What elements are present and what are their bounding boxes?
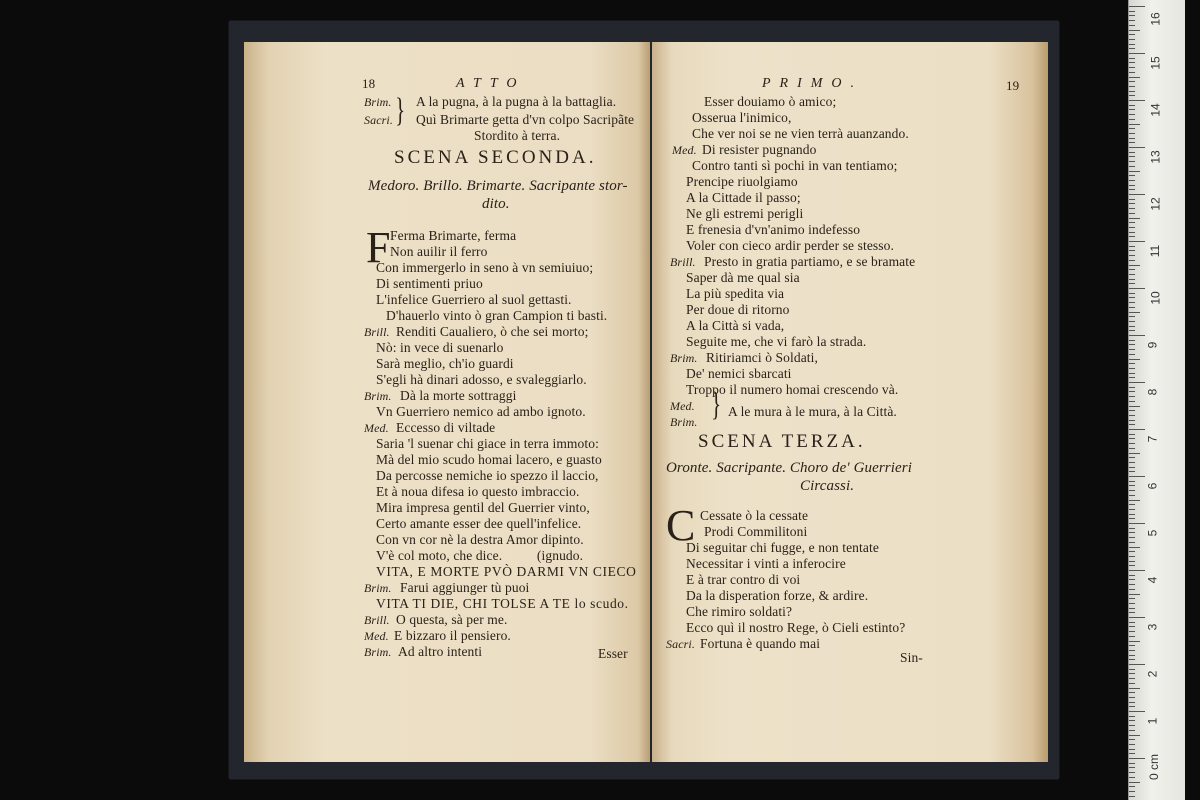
- scene-heading: SCENA TERZA.: [698, 431, 866, 452]
- ruler-tick: [1129, 767, 1135, 768]
- ruler-tick: [1129, 30, 1140, 31]
- ruler-number: 14: [1148, 103, 1163, 117]
- ruler-tick: [1129, 363, 1135, 364]
- speaker: Brim.: [670, 351, 698, 365]
- ruler-number: 13: [1148, 150, 1163, 164]
- ruler-tick: [1129, 523, 1145, 524]
- verse-line: Troppo il numero homai crescendo và.: [686, 382, 899, 397]
- right-page: [652, 42, 1048, 762]
- brace-glyph: }: [711, 386, 722, 423]
- ruler-tick: [1129, 777, 1135, 778]
- ruler-tick: [1129, 283, 1135, 284]
- ruler-tick: [1129, 222, 1135, 223]
- ruler-tick: [1129, 410, 1135, 411]
- ruler-tick: [1129, 20, 1135, 21]
- verse-line: Prodi Commilitoni: [704, 524, 808, 539]
- ruler-tick: [1129, 133, 1135, 134]
- ruler-tick: [1129, 476, 1145, 477]
- speaker: Med.: [364, 421, 389, 435]
- motto-line: VITA, E MORTE PVÒ DARMI VN CIECO: [376, 564, 637, 579]
- ruler-tick: [1129, 791, 1135, 792]
- ruler-tick: [1129, 467, 1135, 468]
- ruler-tick: [1129, 302, 1135, 303]
- ruler-tick: [1129, 368, 1135, 369]
- ruler-tick: [1129, 67, 1135, 68]
- ruler-number: 2: [1145, 670, 1160, 678]
- ruler-tick: [1129, 579, 1135, 580]
- ruler-tick: [1129, 147, 1145, 148]
- ruler-tick: [1129, 500, 1140, 501]
- ruler-number: 10: [1148, 291, 1163, 305]
- ruler-number: 7: [1145, 435, 1160, 443]
- ruler-tick: [1129, 232, 1135, 233]
- ruler-tick: [1129, 105, 1135, 106]
- verse-line: Esser douiamo ò amico;: [704, 94, 837, 109]
- speaker: Sacri.: [666, 637, 695, 651]
- verse-line: A la Città si vada,: [686, 318, 785, 333]
- verse-line: Cessate ò la cessate: [700, 508, 809, 523]
- ruler-tick: [1129, 617, 1145, 618]
- ruler-tick: [1129, 485, 1135, 486]
- ruler-tick: [1129, 269, 1135, 270]
- ruler-tick: [1129, 81, 1135, 82]
- ruler-tick: [1129, 156, 1135, 157]
- ruler-tick: [1129, 250, 1135, 251]
- ruler-tick: [1129, 335, 1145, 336]
- ruler-tick: [1129, 321, 1135, 322]
- ruler-tick: [1129, 194, 1145, 195]
- verse-line: Di seguitar chi fugge, e non tentate: [686, 540, 879, 555]
- ruler-tick: [1129, 241, 1145, 242]
- ruler-tick: [1129, 420, 1135, 421]
- ruler-number: 15: [1148, 56, 1163, 70]
- verse-line: Nò: in vece di suenarlo: [376, 340, 504, 355]
- ruler-tick: [1129, 227, 1135, 228]
- ruler-tick: [1129, 401, 1135, 402]
- verse-line: D'hauerlo vinto ò gran Campion ti basti.: [386, 308, 608, 323]
- speaker: Med.: [672, 143, 697, 157]
- ruler-tick: [1129, 782, 1140, 783]
- ruler-tick: [1129, 542, 1135, 543]
- verse-line: Fortuna è quando mai: [700, 636, 821, 651]
- ruler-tick: [1129, 655, 1135, 656]
- speaker: Brim.: [364, 581, 392, 595]
- ruler-tick: [1129, 758, 1145, 759]
- verse-line: Mà del mio scudo homai lacero, e guasto: [376, 452, 602, 467]
- ruler-number: 9: [1145, 341, 1160, 349]
- verse-line: S'egli hà dinari adosso, e svaleggiarlo.: [376, 372, 587, 387]
- ruler-tick: [1129, 171, 1140, 172]
- ruler-tick: [1129, 612, 1135, 613]
- ruler-tick: [1129, 316, 1135, 317]
- ruler-tick: [1129, 664, 1145, 665]
- ruler-tick: [1129, 796, 1135, 797]
- page-number-right: 19: [1006, 78, 1020, 93]
- ruler-tick: [1129, 453, 1140, 454]
- verse-line: Saper dà me qual sia: [686, 270, 800, 285]
- ruler-tick: [1129, 730, 1135, 731]
- verse-line: Presto in gratia partiamo, e se bramate: [704, 254, 916, 269]
- ruler-tick: [1129, 636, 1135, 637]
- verse-line: E bizzaro il pensiero.: [394, 628, 511, 643]
- ruler-number: 6: [1145, 482, 1160, 490]
- measuring-ruler: [1128, 0, 1185, 800]
- drop-cap-c: C: [666, 501, 696, 550]
- ruler-tick: [1129, 265, 1140, 266]
- ruler-tick: [1129, 608, 1135, 609]
- left-page: [244, 42, 650, 762]
- ruler-tick: [1129, 218, 1140, 219]
- ruler-tick: [1129, 58, 1135, 59]
- verse-line: Con vn cor nè la destra Amor dipinto.: [376, 532, 584, 547]
- ruler-tick: [1129, 528, 1135, 529]
- ruler-tick: [1129, 424, 1135, 425]
- catchword: Sin-: [900, 650, 923, 665]
- verse-line: Ritiriamci ò Soldati,: [706, 350, 818, 365]
- verse-line: Di sentimenti priuo: [376, 276, 483, 291]
- verse-line: Necessitar i vinti a inferocire: [686, 556, 846, 571]
- ruler-tick: [1129, 434, 1135, 435]
- ruler-tick: [1129, 391, 1135, 392]
- speaker: Med.: [364, 629, 389, 643]
- ruler-tick: [1129, 711, 1145, 712]
- verse-line: Et à noua difesa io questo imbraccio.: [376, 484, 580, 499]
- ruler-tick: [1129, 650, 1135, 651]
- ruler-tick: [1129, 255, 1135, 256]
- ruler-number: 12: [1148, 197, 1163, 211]
- ruler-tick: [1129, 570, 1145, 571]
- ruler-number: 11: [1148, 244, 1163, 258]
- ruler-tick: [1129, 377, 1135, 378]
- speaker: Brill.: [670, 255, 696, 269]
- ruler-number: 5: [1145, 529, 1160, 537]
- ruler-tick: [1129, 697, 1135, 698]
- verse-line: Saria 'l suenar chi giace in terra immoto:: [376, 436, 599, 451]
- ruler-tick: [1129, 354, 1135, 355]
- ruler-tick: [1129, 15, 1135, 16]
- ruler-tick: [1129, 429, 1145, 430]
- ruler-tick: [1129, 138, 1135, 139]
- verse-line: Renditi Caualiero, ò che sei morto;: [396, 324, 589, 339]
- ruler-tick: [1129, 589, 1135, 590]
- ruler-number: 3: [1145, 623, 1160, 631]
- verse-line: Che rimiro soldati?: [686, 604, 793, 619]
- ruler-tick: [1129, 326, 1135, 327]
- ruler-tick: [1129, 753, 1135, 754]
- verse-line: L'infelice Guerriero al suol gettasti.: [376, 292, 572, 307]
- catchword: Esser: [598, 646, 628, 661]
- ruler-tick: [1129, 312, 1140, 313]
- verse-line: Voler con cieco ardir perder se stesso.: [686, 238, 894, 253]
- ruler-tick: [1129, 246, 1135, 247]
- verse-line: A la Cittade il passo;: [686, 190, 801, 205]
- ruler-tick: [1129, 166, 1135, 167]
- ruler-number: 8: [1145, 388, 1160, 396]
- verse-line: Ad altro intenti: [398, 644, 483, 659]
- ruler-tick: [1129, 514, 1135, 515]
- scene-heading: SCENA SECONDA.: [394, 147, 597, 168]
- ruler-tick: [1129, 462, 1135, 463]
- ruler-tick: [1129, 551, 1135, 552]
- verse-line: Ferma Brimarte, ferma: [390, 228, 517, 243]
- running-header-right: PRIMO.: [762, 76, 864, 91]
- verse-line: Di resister pugnando: [702, 142, 817, 157]
- ruler-tick: [1129, 744, 1135, 745]
- verse-line: O questa, sà per me.: [396, 612, 508, 627]
- verse-line: Osserua l'inimico,: [692, 110, 792, 125]
- verse-line: Mira impresa gentil del Guerrier vinto,: [376, 500, 590, 515]
- ruler-tick: [1129, 260, 1135, 261]
- cast-list: dito.: [482, 196, 510, 212]
- ruler-tick: [1129, 495, 1135, 496]
- ruler-tick: [1129, 11, 1135, 12]
- ruler-tick: [1129, 359, 1140, 360]
- ruler-tick: [1129, 77, 1140, 78]
- ruler-tick: [1129, 349, 1135, 350]
- verse-line: Eccesso di viltade: [396, 420, 496, 435]
- ruler-tick: [1129, 382, 1145, 383]
- ruler-tick: [1129, 659, 1135, 660]
- cast-list: Circassi.: [800, 478, 855, 494]
- verse-line: Da percosse nemiche io spezzo il laccio,: [376, 468, 599, 483]
- verse-line: Da la disperation forze, & ardire.: [686, 588, 869, 603]
- ruler-tick: [1129, 189, 1135, 190]
- ruler-tick: [1129, 415, 1135, 416]
- ruler-tick: [1129, 509, 1135, 510]
- verse-line: Farui aggiunger tù puoi: [400, 580, 530, 595]
- motto-line: VITA TI DIE, CHI TOLSE A TE lo scudo.: [376, 596, 629, 611]
- ruler-tick: [1129, 199, 1135, 200]
- ruler-tick: [1129, 128, 1135, 129]
- ruler-tick: [1129, 396, 1135, 397]
- ruler-tick: [1129, 213, 1135, 214]
- ruler-tick: [1129, 62, 1135, 63]
- ruler-tick: [1129, 772, 1135, 773]
- ruler-tick: [1129, 208, 1135, 209]
- ruler-tick: [1129, 330, 1135, 331]
- ruler-tick: [1129, 142, 1135, 143]
- speaker: Brim.: [670, 415, 698, 429]
- ruler-tick: [1129, 6, 1145, 7]
- ruler-tick: [1129, 72, 1135, 73]
- ruler-tick: [1129, 481, 1135, 482]
- verse-line: Contro tanti sì pochi in van tentiamo;: [692, 158, 898, 173]
- ruler-tick: [1129, 720, 1135, 721]
- ruler-tick: [1129, 25, 1135, 26]
- ruler-tick: [1129, 565, 1135, 566]
- ruler-tick: [1129, 53, 1145, 54]
- ruler-tick: [1129, 594, 1140, 595]
- running-header-left: ATTO: [456, 76, 526, 91]
- brace-glyph: }: [395, 92, 406, 129]
- verse-line: Quì Brimarte getta d'vn colpo Sacripãte: [416, 112, 635, 127]
- ruler-tick: [1129, 626, 1135, 627]
- ruler-tick: [1129, 504, 1135, 505]
- verse-line: A le mura à le mura, à la Città.: [728, 404, 897, 419]
- speaker: Med.: [670, 399, 695, 413]
- ruler-tick: [1129, 344, 1135, 345]
- verse-line: Per doue di ritorno: [686, 302, 790, 317]
- ruler-tick: [1129, 547, 1140, 548]
- ruler-tick: [1129, 735, 1140, 736]
- ruler-tick: [1129, 274, 1135, 275]
- ruler-number: 0 cm: [1147, 753, 1162, 781]
- ruler-tick: [1129, 124, 1140, 125]
- ruler-tick: [1129, 236, 1135, 237]
- ruler-tick: [1129, 622, 1135, 623]
- ruler-tick: [1129, 641, 1140, 642]
- ruler-tick: [1129, 692, 1135, 693]
- ruler-tick: [1129, 725, 1135, 726]
- ruler-tick: [1129, 688, 1140, 689]
- ruler-number: 4: [1145, 576, 1160, 584]
- ruler-tick: [1129, 702, 1135, 703]
- ruler-tick: [1129, 203, 1135, 204]
- ruler-tick: [1129, 669, 1135, 670]
- ruler-tick: [1129, 44, 1135, 45]
- ruler-tick: [1129, 443, 1135, 444]
- speaker: Brill.: [364, 613, 390, 627]
- verse-line: Certo amante esser dee quell'infelice.: [376, 516, 582, 531]
- ruler-tick: [1129, 86, 1135, 87]
- ruler-tick: [1129, 683, 1135, 684]
- verse-line: Sarà meglio, ch'io guardi: [376, 356, 514, 371]
- ruler-tick: [1129, 575, 1135, 576]
- verse-line: A la pugna, à la pugna à la battaglia.: [416, 94, 617, 109]
- cast-list: Medoro. Brillo. Brimarte. Sacripante stor-: [368, 178, 628, 194]
- verse-line: De' nemici sbarcati: [686, 366, 792, 381]
- ruler-tick: [1129, 763, 1135, 764]
- verse-line: Non auilir il ferro: [390, 244, 488, 259]
- ruler-tick: [1129, 91, 1135, 92]
- ruler-tick: [1129, 598, 1135, 599]
- verse-line: Ecco quì il nostro Rege, ò Cieli estinto?: [686, 620, 906, 635]
- ruler-tick: [1129, 537, 1135, 538]
- ruler-tick: [1129, 739, 1135, 740]
- ruler-tick: [1129, 645, 1135, 646]
- ruler-tick: [1129, 387, 1135, 388]
- ruler-tick: [1129, 716, 1135, 717]
- ruler-tick: [1129, 673, 1135, 674]
- ruler-tick: [1129, 180, 1135, 181]
- ruler-tick: [1129, 556, 1135, 557]
- ruler-tick: [1129, 406, 1140, 407]
- ruler-tick: [1129, 279, 1135, 280]
- ruler-tick: [1129, 119, 1135, 120]
- ruler-tick: [1129, 532, 1135, 533]
- ruler-tick: [1129, 678, 1135, 679]
- ruler-tick: [1129, 109, 1135, 110]
- ruler-tick: [1129, 373, 1135, 374]
- speaker: Brim.: [364, 389, 392, 403]
- ruler-tick: [1129, 518, 1135, 519]
- ruler-tick: [1129, 152, 1135, 153]
- cast-list: Oronte. Sacripante. Choro de' Guerrieri: [666, 460, 912, 476]
- ruler-tick: [1129, 100, 1145, 101]
- drop-cap-f: F: [366, 223, 391, 272]
- ruler-tick: [1129, 175, 1135, 176]
- ruler-tick: [1129, 631, 1135, 632]
- ruler-tick: [1129, 288, 1145, 289]
- ruler-tick: [1129, 39, 1135, 40]
- verse-line: Ne gli estremi perigli: [686, 206, 804, 221]
- verse-line: E à trar contro di voi: [686, 572, 801, 587]
- verse-line: La più spedita via: [686, 286, 785, 301]
- page-number-left: 18: [362, 76, 376, 91]
- ruler-tick: [1129, 561, 1135, 562]
- verse-line: V'è col moto, che dice. (ignudo.: [376, 548, 584, 563]
- ruler-tick: [1129, 438, 1135, 439]
- ruler-tick: [1129, 48, 1135, 49]
- verse-line: Dà la morte sottraggi: [400, 388, 517, 403]
- speaker: Brim.: [364, 95, 392, 109]
- speaker: Brim.: [364, 645, 392, 659]
- ruler-tick: [1129, 185, 1135, 186]
- ruler-tick: [1129, 340, 1135, 341]
- ruler-number: 1: [1145, 717, 1160, 725]
- verse-line: E frenesia d'vn'animo indefesso: [686, 222, 861, 237]
- ruler-tick: [1129, 297, 1135, 298]
- verse-line: Con immergerlo in seno à vn semiuiuo;: [376, 260, 594, 275]
- ruler-tick: [1129, 457, 1135, 458]
- ruler-tick: [1129, 114, 1135, 115]
- ruler-tick: [1129, 293, 1135, 294]
- verse-line: Prencipe riuolgiamo: [686, 174, 798, 189]
- verse-line: Seguite me, che vi farò la strada.: [686, 334, 867, 349]
- ruler-tick: [1129, 786, 1135, 787]
- ruler-tick: [1129, 307, 1135, 308]
- stage-direction: Stordito à terra.: [474, 128, 561, 143]
- ruler-tick: [1129, 749, 1135, 750]
- ruler-tick: [1129, 603, 1135, 604]
- ruler-number: 16: [1148, 12, 1163, 26]
- ruler-tick: [1129, 34, 1135, 35]
- speaker: Sacri.: [364, 113, 393, 127]
- ruler-tick: [1129, 490, 1135, 491]
- ruler-tick: [1129, 706, 1135, 707]
- ruler-tick: [1129, 161, 1135, 162]
- ruler-tick: [1129, 471, 1135, 472]
- ruler-tick: [1129, 584, 1135, 585]
- ruler-tick: [1129, 448, 1135, 449]
- verse-line: Che ver noi se ne vien terrà auanzando.: [692, 126, 909, 141]
- speaker: Brill.: [364, 325, 390, 339]
- verse-line: Vn Guerriero nemico ad ambo ignoto.: [376, 404, 586, 419]
- ruler-tick: [1129, 95, 1135, 96]
